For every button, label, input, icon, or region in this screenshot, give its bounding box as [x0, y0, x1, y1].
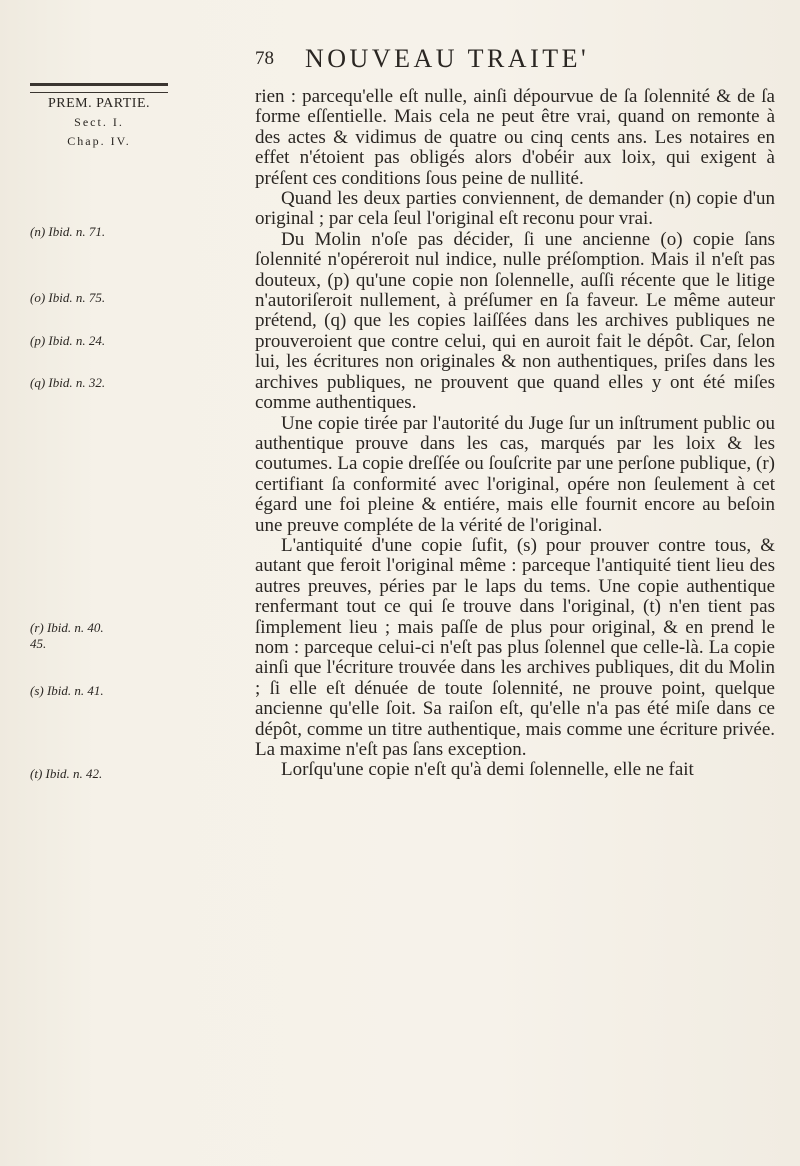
part-label: PREM. PARTIE.	[48, 96, 150, 111]
paragraph: Du Molin n'oſe pas décider, ſi une ancienne (o) copie ſans ſolennité n'opéreroit nul indice, nulle préſomption. Mais il n'eſt pas douteux, (p) qu'une copie non ſolennelle, auſſi récente que le litige n'autoriſeroit nullement, à préſumer en ſa faveur. Le même auteur prétend, (q) que les copies laiſſées dans les archives publiques ne prouveroient que contre celui, qui en auroit fait le dépôt. Car, ſelon lui, les écritures non originales & non authentiques, priſes dans les archives publiques, ne prouvent que quand elles y ont été miſes comme authentiques.	[255, 228, 775, 414]
margin-note: (s) Ibid. n. 41.	[30, 683, 104, 698]
body-text	[255, 87, 775, 781]
paragraph: Lorſqu'une copie n'eſt qu'à demi ſolennelle, elle ne fait	[281, 759, 694, 781]
chapter-label: Chap. IV.	[67, 134, 131, 148]
margin-note: (t) Ibid. n. 42.	[30, 766, 103, 781]
running-title: NOUVEAU TRAITE'	[305, 44, 590, 73]
margin-note: (r) Ibid. n. 40.	[30, 620, 104, 635]
paragraph: L'antiquité d'une copie ſufit, (s) pour prouver contre tous, & autant que feroit l'original même : parceque l'antiquité tient lieu des autres preuves, péries par le laps du tems. Une copie authentique renfermant tout ce qui ſe trouve dans l'original, (t) n'en tient pas ſimplement lieu ; mais paſſe de plus pour original, & en prend le nom : parceque celui-ci n'eſt pas plus ſolennel que celle-là. La copie ainſi que l'écriture trouvée dans les archives publiques, dit du Molin ; ſi elle eſt dénuée de toute ſolennité, ne prouve point, quelque ancienne qu'elle ſoit. Sa raiſon eſt, qu'elle n'a pas été miſe dans ce dépôt, comme un titre authentique, mais comme une écriture privée. La maxime n'eſt pas ſans exception.	[255, 534, 775, 760]
page-header	[255, 44, 775, 88]
paragraph: Une copie tirée par l'autorité du Juge ſur un inſtrument public ou authentique prouve dans les cas, marqués par les loix & les coutumes. La copie dreſſée ou ſouſcrite par une perſone publique, (r) certifiant ſa conformité avec l'original, opére non ſeulement à cet égard une foi pleine & entiére, mais elle fournit encore au beſoin une preuve compléte de la vérité de l'original.	[255, 412, 775, 536]
margin-note: (p) Ibid. n. 24.	[30, 333, 106, 348]
margin-note: 45.	[30, 636, 47, 651]
side-rule	[30, 83, 168, 93]
paragraph: rien : parcequ'elle eſt nulle, ainſi dépourvue de ſa ſolennité & de ſa forme eſſentielle. Mais cela ne peut être vrai, quand on remonte à des actes & vidimus de quatre ou cinq cents ans. Les notaires en effet n'étoient pas obligés alors d'obéir aux loix, qui exigent à préſent ces conditions ſous peine de nullité.	[255, 86, 775, 189]
page-number: 78	[255, 48, 274, 69]
margin-note: (q) Ibid. n. 32.	[30, 375, 106, 390]
side-header	[28, 94, 170, 151]
margin-note: (n) Ibid. n. 71.	[30, 224, 106, 239]
margin-note: (o) Ibid. n. 75.	[30, 290, 106, 305]
paragraph: Quand les deux parties conviennent, de demander (n) copie d'un original ; par cela ſeul l'original eſt reconu pour vrai.	[255, 188, 775, 230]
section-label: Sect. I.	[74, 115, 124, 129]
